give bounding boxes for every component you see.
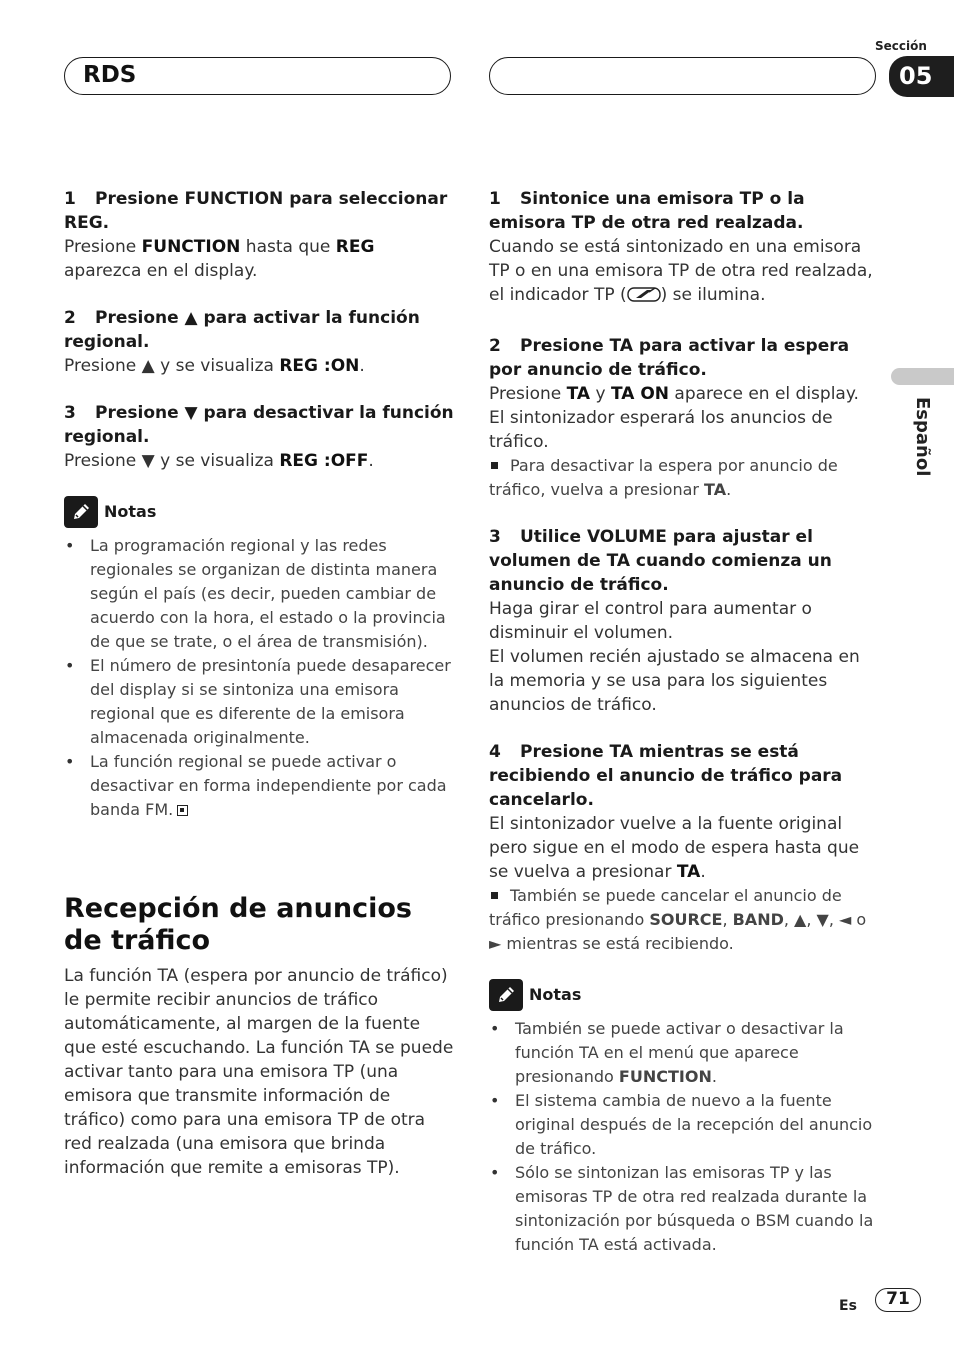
- notes-header: [64, 496, 454, 528]
- step-number: 2: [489, 336, 501, 356]
- step-title: Presione ▼ para desactivar la función regional.: [64, 403, 454, 447]
- step-body: El volumen recién ajustado se almacena en la memoria y se usa para los siguientes anuncios de tráfico.: [489, 647, 860, 715]
- section-number-tab: 05: [889, 56, 954, 97]
- step-number: 4: [489, 742, 501, 762]
- square-bullet-icon: [491, 892, 498, 899]
- step-title: Utilice VOLUME para ajustar el volumen de TA cuando comienza un anuncio de tráfico.: [489, 527, 832, 595]
- section-heading: Recepción de anuncios de tráfico: [64, 893, 412, 956]
- right-step-4: [489, 740, 879, 956]
- step-body: Haga girar el control para aumentar o disminuir el volumen.: [489, 599, 812, 643]
- step-note: También se puede cancelar el anuncio de tráfico presionando SOURCE, BAND, ▲, ▼, ◄ o ► mientras se está recibiendo.: [489, 886, 867, 953]
- section-body: La función TA (espera por anuncio de tráfico) le permite recibir anuncios de tráfico automáticamente, al margen de la fuente que esté escuchando. La función TA se puede activar tanto para una emisora TP (una emisora que transmite información de tráfico) como para una emisora TP de otra red realzada (una emisora que brinda información que remite a emisoras TP).: [64, 966, 454, 1178]
- step-body: Presione ▲ y se visualiza REG :ON.: [64, 356, 365, 376]
- left-column: [64, 187, 454, 822]
- footer-language-code: Es: [839, 1298, 857, 1314]
- step-number: 2: [64, 308, 76, 328]
- language-tab-marker: [891, 368, 954, 385]
- step-title: Presione FUNCTION para seleccionar REG.: [64, 189, 448, 233]
- step-number: 3: [489, 527, 501, 547]
- section-title: RDS: [83, 62, 137, 88]
- right-step-1: [489, 187, 879, 311]
- notes-list: [64, 534, 454, 822]
- step-body: Presione ▼ y se visualiza REG :OFF.: [64, 451, 374, 471]
- left-step-3: [64, 401, 454, 473]
- left-step-2: [64, 306, 454, 378]
- list-item: • La programación regional y las redes regionales se organizan de distinta manera según el país (es decir, pueden cambiar de acuerdo con la hora, el estado o la provincia de que se trate, o el área de transmisión).: [64, 534, 454, 654]
- header-title-pill: [64, 57, 451, 95]
- step-body: Cuando se está sintonizado en una emisora TP o en una emisora TP de otra red realzada, el indicador TP ( ) se ilumina.: [489, 235, 879, 311]
- step-body: Presione TA y TA ON aparece en el display. El sintonizador esperará los anuncios de tráfico.: [489, 384, 859, 452]
- step-number: 3: [64, 403, 76, 423]
- notes-title: Notas: [529, 985, 582, 1004]
- step-body: Presione FUNCTION hasta que REG aparezca en el display.: [64, 237, 375, 281]
- step-title: Presione ▲ para activar la función regional.: [64, 308, 420, 352]
- square-bullet-icon: [491, 462, 498, 469]
- notes-title: Notas: [104, 502, 157, 521]
- step-number: 1: [64, 189, 76, 209]
- list-item: • La función regional se puede activar o desactivar en forma independiente por cada banda FM.: [64, 750, 454, 822]
- list-item: • Sólo se sintonizan las emisoras TP y las emisoras TP de otra red realzada durante la sintonización por búsqueda o BSM cuando la función TA está activada.: [489, 1161, 879, 1257]
- step-note: Para desactivar la espera por anuncio de tráfico, vuelva a presionar TA.: [489, 456, 838, 499]
- header-empty-pill: [489, 57, 876, 95]
- step-title: Sintonice una emisora TP o la emisora TP de otra red realzada.: [489, 189, 805, 233]
- right-step-2: [489, 334, 879, 502]
- step-title: Presione TA para activar la espera por anuncio de tráfico.: [489, 336, 850, 380]
- section-label: Sección: [875, 39, 927, 53]
- right-column: [489, 187, 879, 1257]
- list-item: • También se puede activar o desactivar la función TA en el menú que aparece presionando FUNCTION.: [489, 1017, 879, 1089]
- page-number: 71: [875, 1288, 921, 1312]
- language-label: Español: [912, 397, 933, 477]
- notes-header: [489, 979, 879, 1011]
- step-number: 1: [489, 189, 501, 209]
- list-item: • El número de presintonía puede desaparecer del display si se sintoniza una emisora regional que es diferente de la emisora almacenada originalmente.: [64, 654, 454, 750]
- step-body: El sintonizador vuelve a la fuente original pero sigue en el modo de espera hasta que se vuelva a presionar TA.: [489, 814, 860, 882]
- end-mark-icon: [177, 805, 188, 816]
- right-step-3: [489, 525, 879, 717]
- left-step-1: [64, 187, 454, 283]
- pencil-icon: [489, 979, 523, 1011]
- pencil-icon: [64, 496, 98, 528]
- tp-indicator-icon: [627, 284, 661, 311]
- list-item: • El sistema cambia de nuevo a la fuente original después de la recepción del anuncio de tráfico.: [489, 1089, 879, 1161]
- step-title: Presione TA mientras se está recibiendo el anuncio de tráfico para cancelarlo.: [489, 742, 843, 810]
- notes-list: [489, 1017, 879, 1257]
